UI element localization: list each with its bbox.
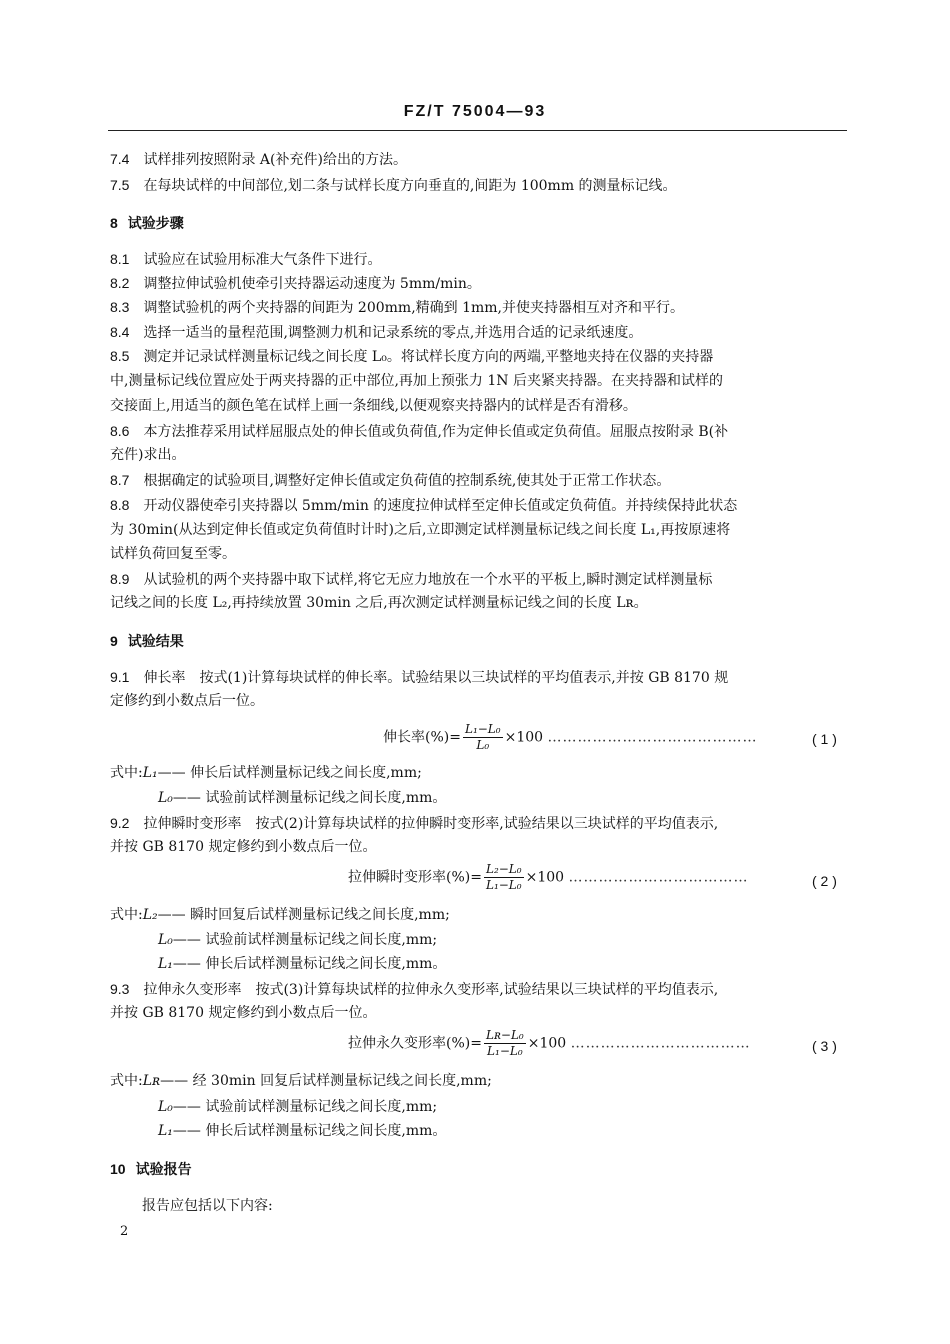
clause-7-4: 7.4 试样排列按照附录 A(补充件)给出的方法。 <box>110 151 407 168</box>
clause-9-2-cont: 并按 GB 8170 规定修约到小数点后一位。 <box>110 839 377 855</box>
equation-number-3: ( 3 ) <box>812 1038 837 1054</box>
clause-8-3: 8.3 调整试验机的两个夹持器的间距为 200mm,精确到 1mm,并使夹持器相互对齐和平行。 <box>110 299 684 316</box>
where-2-a: 式中:L₂—— 瞬时回复后试样测量标记线之间长度,mm; <box>110 907 450 923</box>
equation-number-1: ( 1 ) <box>812 731 837 747</box>
clause-8-2: 8.2 调整拉伸试验机使牵引夹持器运动速度为 5mm/min。 <box>110 275 481 292</box>
clause-8-5-cont: 交接面上,用适当的颜色笔在试样上画一条细线,以便观察夹持器内的试样是否有滑移。 <box>110 398 637 414</box>
clause-8-4: 8.4 选择一适当的量程范围,调整测力机和记录系统的零点,并选用合适的记录纸速度。 <box>110 324 643 341</box>
formula-1: 伸长率(%)= $\frac{\text{L₁−L₀}}{\text{L₀}}$ ×100 …………………………………… <box>383 722 758 752</box>
clause-8-5-cont: 中,测量标记线位置应处于两夹持器的正中部位,再加上预张力 1N 后夹紧夹持器。在夹持器和试样的 <box>110 373 723 389</box>
clause-8-6: 8.6 本方法推荐采用试样屈服点处的伸长值或负荷值,作为定伸长值或定负荷值。屈服点按附录 B(补 <box>110 423 729 440</box>
section-8-heading: 8 试验步骤 <box>110 215 184 232</box>
formula-3: 拉伸永久变形率(%)= $\frac{\text{Lʀ−L₀}}{\text{L₁−L₀}}$ ×100 ……………………………… <box>348 1028 751 1058</box>
where-3-a: 式中:Lʀ—— 经 30min 回复后试样测量标记线之间长度,mm; <box>110 1073 492 1089</box>
where-3-b: L₀—— 试验前试样测量标记线之间长度,mm; <box>158 1099 438 1115</box>
where-1-b: L₀—— 试验前试样测量标记线之间长度,mm。 <box>158 790 447 806</box>
clause-8-1: 8.1 试验应在试验用标准大气条件下进行。 <box>110 251 382 268</box>
where-3-c: L₁—— 伸长后试样测量标记线之间长度,mm。 <box>158 1123 447 1139</box>
clause-8-8-cont: 为 30min(从达到定伸长值或定负荷值时计时)之后,立即测定试样测量标记线之间长度 L₁,再按原速将 <box>110 522 731 538</box>
where-2-c: L₁—— 伸长后试样测量标记线之间长度,mm。 <box>158 956 447 972</box>
where-1-a: 式中:L₁—— 伸长后试样测量标记线之间长度,mm; <box>110 765 422 781</box>
clause-10-intro: 报告应包括以下内容: <box>142 1198 273 1214</box>
clause-8-8: 8.8 开动仪器使牵引夹持器以 5mm/min 的速度拉伸试样至定伸长值或定负荷值。并持续保持此状态 <box>110 497 738 514</box>
clause-8-6-cont: 充件)求出。 <box>110 447 186 463</box>
formula-2: 拉伸瞬时变形率(%)= $\frac{\text{L₂−L₀}}{\text{L₁−L₀}}$ ×100 ……………………………… <box>348 862 749 892</box>
header-rule <box>108 130 847 131</box>
section-9-heading: 9 试验结果 <box>110 633 184 650</box>
where-2-b: L₀—— 试验前试样测量标记线之间长度,mm; <box>158 932 438 948</box>
clause-8-9-cont: 记线之间的长度 L₂,再持续放置 30min 之后,再次测定试样测量标记线之间的长度 Lʀ。 <box>110 595 648 611</box>
clause-9-2: 9.2 拉伸瞬时变形率 按式(2)计算每块试样的拉伸瞬时变形率,试验结果以三块试样的平均值表示, <box>110 815 719 832</box>
section-10-heading: 10 试验报告 <box>110 1161 192 1178</box>
clause-7-5: 7.5 在每块试样的中间部位,划二条与试样长度方向垂直的,间距为 100mm 的测量标记线。 <box>110 177 677 194</box>
clause-8-9: 8.9 从试验机的两个夹持器中取下试样,将它无应力地放在一个水平的平板上,瞬时测定试样测量标 <box>110 571 713 588</box>
clause-9-3-cont: 并按 GB 8170 规定修约到小数点后一位。 <box>110 1005 377 1021</box>
clause-9-1-cont: 定修约到小数点后一位。 <box>110 693 264 709</box>
standard-code-header: FZ/T 75004—93 <box>403 103 547 120</box>
clause-8-8-cont: 试样负荷回复至零。 <box>110 546 236 562</box>
equation-number-2: ( 2 ) <box>812 873 837 889</box>
clause-8-5: 8.5 测定并记录试样测量标记线之间长度 L₀。将试样长度方向的两端,平整地夹持在仪器的夹持器 <box>110 348 714 365</box>
clause-8-7: 8.7 根据确定的试验项目,调整好定伸长值或定负荷值的控制系统,使其处于正常工作状态。 <box>110 472 671 489</box>
clause-9-3: 9.3 拉伸永久变形率 按式(3)计算每块试样的拉伸永久变形率,试验结果以三块试样的平均值表示, <box>110 981 719 998</box>
page-number: 2 <box>120 1224 129 1239</box>
clause-9-1: 9.1 伸长率 按式(1)计算每块试样的伸长率。试验结果以三块试样的平均值表示,并按 GB 8170 规 <box>110 669 729 686</box>
